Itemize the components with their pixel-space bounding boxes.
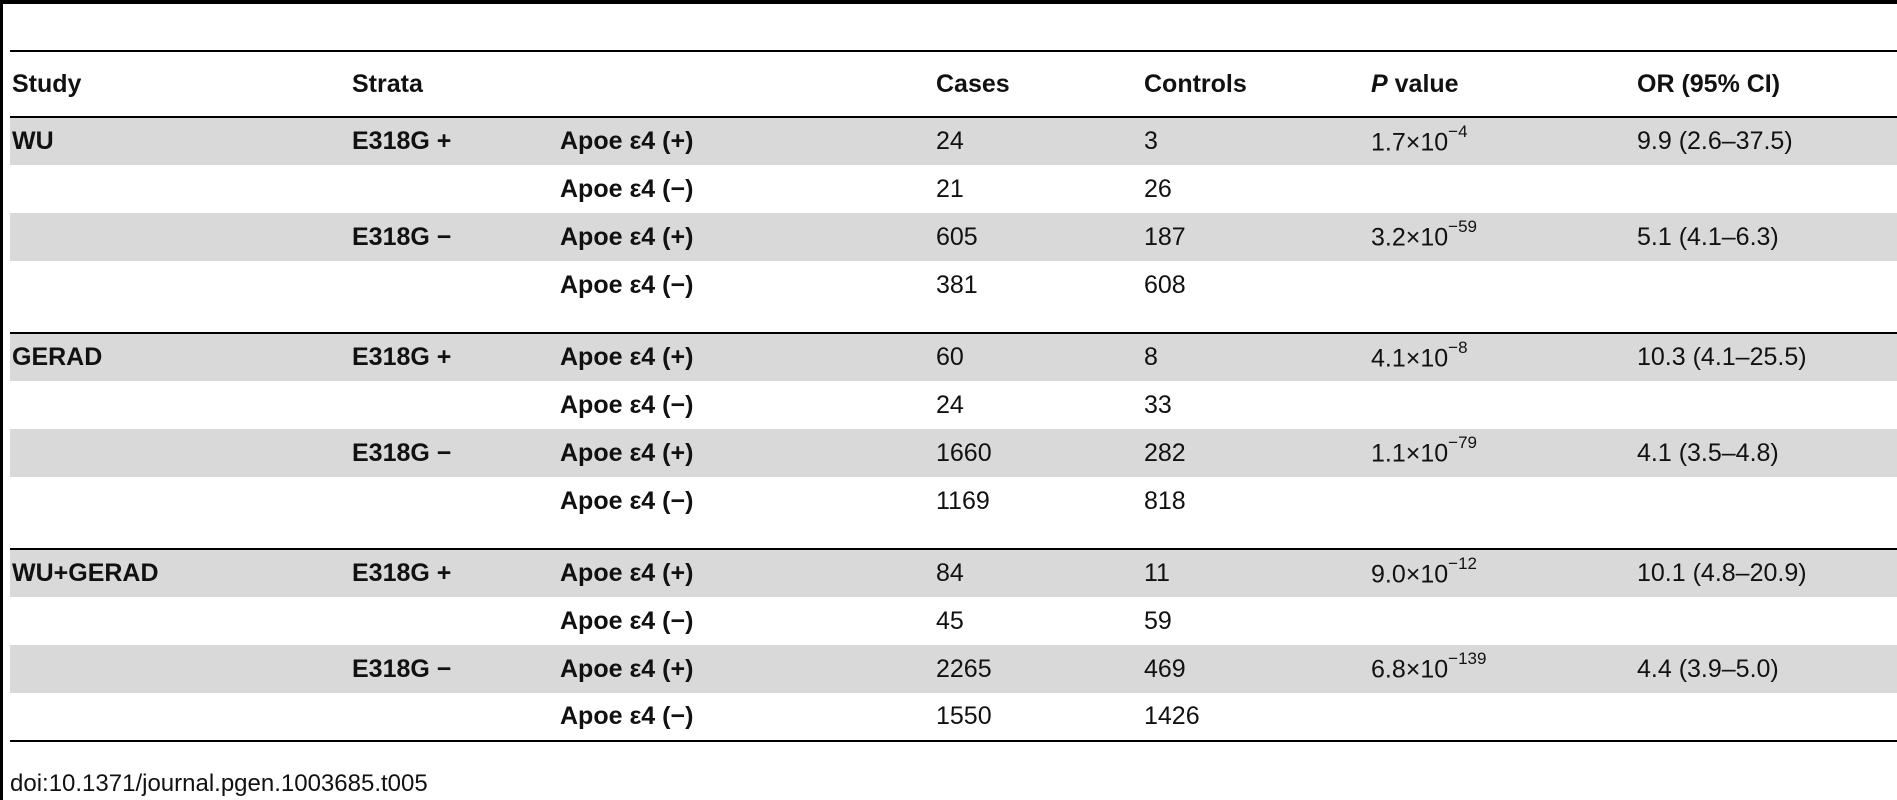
table-row [10,117,1897,165]
cell-cases: 21 [936,174,964,203]
cell-apoe: Apoe ε4 (+) [558,117,934,165]
cell-or: 5.1 (4.1–6.3) [1635,213,1897,261]
cell-strata [350,477,558,525]
cell-apoe: Apoe ε4 (−) [560,486,694,515]
cell-controls: 33 [1144,390,1172,419]
top-border [0,0,1897,4]
cell-p-value: $3.2\times 10^{-59}$ [1369,213,1635,261]
cell-p-value [1369,693,1635,741]
cell-study: WU+GERAD [10,549,350,597]
doi-footer: doi:10.1371/journal.pgen.1003685.t005 [10,770,428,797]
cell-study [10,261,350,309]
header-study: Study [10,51,350,117]
group-spacer [10,309,1897,333]
cell-controls: 11 [1142,549,1369,597]
cell-or: 4.4 (3.9–5.0) [1635,645,1897,693]
cell-strata: E318G + [350,549,558,597]
cell-study [10,429,350,477]
cell-controls: 282 [1142,429,1369,477]
cell-p-value: $6.8\times 10^{-139}$ [1369,645,1635,693]
cell-controls: 3 [1142,117,1369,165]
cell-controls: 1426 [1142,693,1369,741]
cell-or [1635,165,1897,213]
table-row [10,261,1897,309]
cell-cases: 24 [934,117,1142,165]
cell-strata: E318G + [350,117,558,165]
header-row [10,51,1897,117]
cell-controls: 469 [1142,645,1369,693]
cell-cases: 1660 [934,429,1142,477]
cell-p-value [1369,597,1635,645]
cell-p-value: $9.0\times 10^{-12}$ [1369,549,1635,597]
table-row [10,333,1897,381]
cell-apoe: Apoe ε4 (+) [558,549,934,597]
cell-study [10,381,350,429]
cell-study [10,477,350,525]
cell-or: 10.3 (4.1–25.5) [1635,333,1897,381]
cell-or [1635,693,1897,741]
cell-or [1635,381,1897,429]
cell-study [10,597,350,645]
cell-strata: E318G − [350,645,558,693]
cell-cases: 84 [934,549,1142,597]
cell-or: 9.9 (2.6–37.5) [1635,117,1897,165]
cell-controls: 608 [1144,270,1186,299]
cell-strata: E318G + [350,333,558,381]
table-row [10,165,1897,213]
cell-strata [350,381,558,429]
cell-controls: 187 [1142,213,1369,261]
cell-apoe: Apoe ε4 (+) [558,429,934,477]
cell-study [10,693,350,741]
cell-cases: 605 [934,213,1142,261]
header-strata: Strata [350,51,934,117]
cell-or: 10.1 (4.8–20.9) [1635,549,1897,597]
cell-study: WU [10,117,350,165]
header-controls: Controls [1142,51,1369,117]
cell-strata [350,165,558,213]
left-border [0,0,3,800]
cell-p-value [1369,165,1635,213]
cell-cases: 45 [936,606,964,635]
cell-controls: 818 [1144,486,1186,515]
cell-cases: 381 [936,270,978,299]
cell-apoe: Apoe ε4 (−) [560,606,694,635]
cell-study: GERAD [10,333,350,381]
cell-p-value: $1.1\times 10^{-79}$ [1369,429,1635,477]
cell-p-value [1369,477,1635,525]
cell-apoe: Apoe ε4 (+) [558,645,934,693]
cell-or [1635,597,1897,645]
cell-cases: 2265 [934,645,1142,693]
cell-or: 4.1 (3.5–4.8) [1635,429,1897,477]
cell-cases: 1169 [936,486,990,515]
cell-study [10,165,350,213]
table-row [10,429,1897,477]
cell-or [1635,477,1897,525]
cell-p-value [1369,261,1635,309]
group-spacer [10,525,1897,549]
cell-controls: 59 [1144,606,1172,635]
header-or: OR (95% CI) [1635,51,1897,117]
results-table [10,50,1897,742]
table-row [10,477,1897,525]
cell-p-value: $4.1\times 10^{-8}$ [1369,333,1635,381]
cell-apoe: Apoe ε4 (−) [558,693,934,741]
cell-controls: 26 [1144,174,1172,203]
table-body [10,117,1897,741]
cell-apoe: Apoe ε4 (+) [558,333,934,381]
cell-controls: 8 [1142,333,1369,381]
results-table-container [10,50,1897,742]
cell-apoe: Apoe ε4 (+) [558,213,934,261]
cell-strata [350,693,558,741]
cell-apoe: Apoe ε4 (−) [560,270,694,299]
table-row [10,597,1897,645]
table-row [10,381,1897,429]
header-cases: Cases [934,51,1142,117]
cell-study [10,645,350,693]
cell-strata [350,261,558,309]
cell-or [1635,261,1897,309]
table-row [10,213,1897,261]
cell-cases: 1550 [934,693,1142,741]
cell-strata [350,597,558,645]
cell-apoe: Apoe ε4 (−) [560,390,694,419]
table-row [10,693,1897,741]
header-p-value: P value [1369,51,1635,117]
cell-cases: 24 [936,390,964,419]
cell-strata: E318G − [350,213,558,261]
cell-apoe: Apoe ε4 (−) [560,174,694,203]
table-row [10,645,1897,693]
cell-p-value: $1.7\times 10^{-4}$ [1369,117,1635,165]
table-row [10,549,1897,597]
cell-study [10,213,350,261]
cell-cases: 60 [934,333,1142,381]
cell-p-value [1369,381,1635,429]
cell-strata: E318G − [350,429,558,477]
